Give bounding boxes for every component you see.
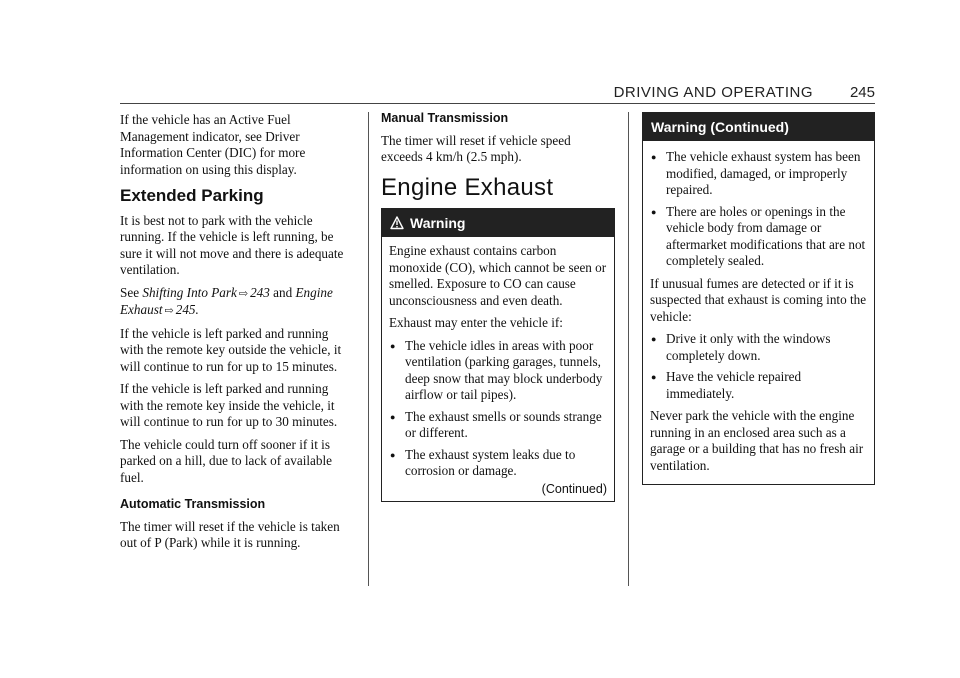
engine-exhaust-heading: Engine Exhaust [381, 173, 554, 201]
column-3 [642, 112, 875, 485]
warning-bullet-list-1 [650, 149, 867, 270]
extended-parking-paragraph-1: It is best not to park with the vehicle running. If the vehicle is left running, be sure it will not move and there is adequate ventilation. [120, 212, 344, 277]
warning-paragraph-1: Engine exhaust contains carbon monoxide (CO), which cannot be seen or smelled. Exposure to CO can cause unconsciousness and even death. [389, 243, 607, 308]
warning-title: Warning [410, 214, 466, 231]
header-rule [120, 103, 875, 104]
column-1 [120, 112, 352, 558]
warning-continued-paragraph-1: If unusual fumes are detected or if it is suspected that exhaust is coming into the vehicle: [650, 275, 867, 324]
extended-parking-heading: Extended Parking [120, 186, 264, 205]
page-ref-arrow-icon: ⇨ [164, 305, 174, 317]
extended-parking-paragraph-2: If the vehicle is left parked and running with the remote key outside the vehicle, it will continue to run for up to 15 minutes. [120, 325, 342, 374]
column-2 [381, 110, 615, 502]
warning-box [381, 208, 615, 502]
list-item: ● Have the vehicle repaired immediately. [650, 369, 867, 402]
list-item: ● The exhaust system leaks due to corrosion or damage. [389, 447, 607, 480]
ref-shifting-into-park-link[interactable]: Shifting Into Park [142, 284, 237, 300]
intro-paragraph: If the vehicle has an Active Fuel Management indicator, see Driver Information Center (DIC) for more information on using this display. [120, 112, 306, 177]
manual-transmission-heading: Manual Transmission [381, 111, 509, 125]
ref-page-243[interactable]: 243 [250, 284, 270, 300]
ref-engine-exhaust-link[interactable]: Engine Exhaust [120, 284, 333, 317]
see-prefix: See [120, 284, 140, 300]
warning-paragraph-2: Exhaust may enter the vehicle if: [389, 315, 563, 330]
warning-continued-paragraph-2: Never park the vehicle with the engine running in an enclosed area such as a garage or a building that has no fresh air ventilation. [650, 408, 864, 473]
warning-continued-header [643, 113, 874, 141]
extended-parking-paragraph-3: If the vehicle is left parked and running with the remote key inside the vehicle, it will continue to run for up to 30 minutes. [120, 381, 338, 429]
automatic-transmission-text: The timer will reset if the vehicle is taken out of P (Park) while it is running. [120, 518, 340, 550]
warning-continued-title: Warning (Continued) [651, 118, 789, 135]
column-divider-1 [368, 112, 369, 586]
column-divider-2 [628, 112, 629, 586]
section-title: DRIVING AND OPERATING [613, 84, 813, 101]
warning-bullet-list [389, 338, 607, 480]
list-item: ● Drive it only with the windows completely down. [650, 331, 867, 364]
warning-continued-body [643, 141, 874, 484]
automatic-transmission-heading: Automatic Transmission [120, 497, 266, 511]
and-word: and [273, 284, 293, 300]
warning-bullet-list-2 [650, 331, 867, 402]
page-ref-arrow-icon: ⇨ [238, 287, 249, 300]
list-item: ● The vehicle exhaust system has been modified, damaged, or improperly repaired. [650, 149, 867, 199]
ref-page-245[interactable]: 245. [175, 302, 199, 317]
list-item: ● The vehicle idles in areas with poor ventilation (parking garages, tunnels, deep snow that may block underbody airflow or tail pipes). [389, 338, 607, 404]
warning-header [382, 209, 614, 237]
warning-continued-box [642, 112, 875, 485]
list-item: ● There are holes or openings in the vehicle body from damage or aftermarket modifications that are not completely sealed. [650, 204, 867, 270]
page-header [120, 84, 875, 102]
manual-transmission-text: The timer will reset if vehicle speed exceeds 4 km/h (2.5 mph). [381, 132, 571, 164]
warning-body [382, 237, 614, 501]
continued-label: (Continued) [541, 481, 607, 496]
list-item: ● The exhaust smells or sounds strange or different. [389, 409, 607, 442]
warning-triangle-icon [390, 216, 404, 230]
extended-parking-paragraph-4: The vehicle could turn off sooner if it is parked on a hill, due to lack of available fuel. [120, 436, 333, 485]
page-number: 245 [849, 84, 875, 101]
see-references [120, 285, 352, 320]
